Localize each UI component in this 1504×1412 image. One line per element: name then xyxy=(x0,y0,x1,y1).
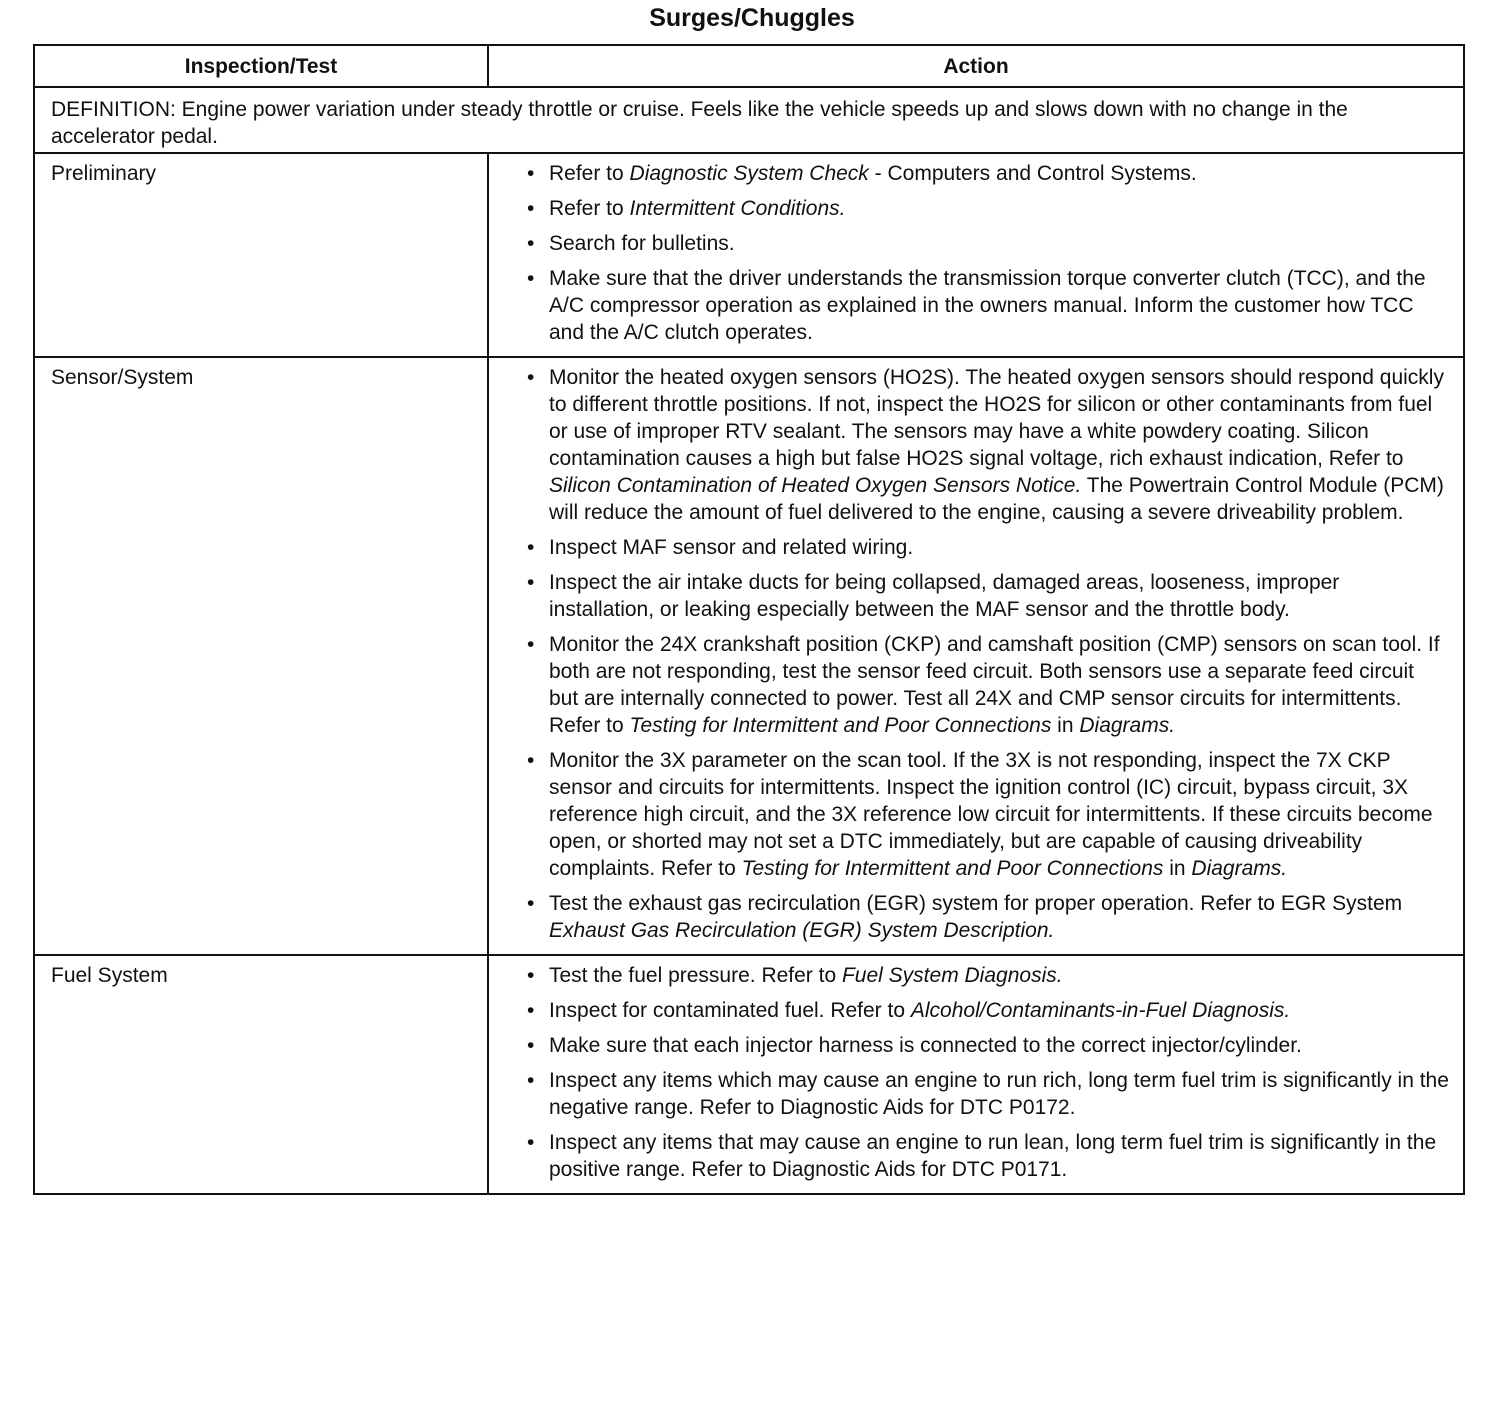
bullet-icon: • xyxy=(527,633,535,656)
bullet-icon: • xyxy=(527,1034,535,1057)
reference-text: Diagrams. xyxy=(1079,714,1176,737)
action-item xyxy=(527,1067,1449,1121)
action-item xyxy=(527,1032,1449,1059)
action-text: Make sure that the driver understands the transmission torque converter clutch (TCC), and the A/C compressor operation as explained in the owners manual. Inform the customer how TCC and the A/C clutch operates. xyxy=(549,267,1426,344)
bullet-icon: • xyxy=(527,749,535,772)
action-cell xyxy=(488,357,1464,955)
bullet-icon: • xyxy=(527,232,535,255)
bullet-icon: • xyxy=(527,162,535,185)
reference-text: Exhaust Gas Recirculation (EGR) System Description. xyxy=(549,919,1055,942)
header-row xyxy=(34,45,1464,87)
bullet-icon: • xyxy=(527,1131,535,1154)
bullet-icon: • xyxy=(527,999,535,1022)
action-text: Monitor the 3X parameter on the scan tool. If the 3X is not responding, inspect the 7X CKP sensor and circuits for intermittents. Inspect the ignition control (IC) circuit, bypass circuit, 3X reference high circuit, and the 3X reference low circuit for intermittents. If these circuits become open, or shorted may not set a DTC immediately, but are capable of causing driveability complaints. Refer to xyxy=(549,749,1433,880)
action-item xyxy=(527,569,1449,623)
action-text: Inspect for contaminated fuel. Refer to xyxy=(549,999,911,1022)
definition-row xyxy=(34,87,1464,153)
reference-text: Testing for Intermittent and Poor Connections xyxy=(629,714,1052,737)
action-item xyxy=(527,195,1449,222)
reference-text: Diagnostic System Check xyxy=(629,162,869,185)
table-row xyxy=(34,153,1464,357)
action-text: Inspect any items that may cause an engine to run lean, long term fuel trim is significantly in the positive range. Refer to Diagnostic Aids for DTC P0171. xyxy=(549,1131,1437,1181)
action-text: Monitor the 24X crankshaft position (CKP) and camshaft position (CMP) sensors on scan tool. If both are not responding, test the sensor feed circuit. Both sensors use a separate feed circuit but are internally connected to power. Test all 24X and CMP sensor circuits for intermittents. Refer to xyxy=(549,633,1440,737)
action-text: Test the fuel pressure. Refer to xyxy=(549,964,842,987)
bullet-icon: • xyxy=(527,267,535,290)
reference-text: Silicon Contamination of Heated Oxygen Sensors Notice. xyxy=(549,474,1082,497)
inspection-label: Sensor/System xyxy=(34,357,488,955)
bullet-icon: • xyxy=(527,964,535,987)
action-item xyxy=(527,230,1449,257)
action-text: Refer to xyxy=(549,162,630,185)
action-item xyxy=(527,890,1449,944)
action-list xyxy=(527,962,1449,1183)
action-list xyxy=(527,364,1449,944)
definition-text: DEFINITION: Engine power variation under steady throttle or cruise. Feels like the vehicle speeds up and slows down with no change in the accelerator pedal. xyxy=(34,87,1464,153)
inspection-label: Preliminary xyxy=(34,153,488,357)
reference-text: Alcohol/Contaminants-in-Fuel Diagnosis. xyxy=(910,999,1291,1022)
diagnostic-table xyxy=(33,44,1465,1195)
action-text: in xyxy=(1051,714,1080,737)
bullet-icon: • xyxy=(527,1069,535,1092)
action-item xyxy=(527,747,1449,882)
bullet-icon: • xyxy=(527,892,535,915)
action-text: Test the exhaust gas recirculation (EGR) system for proper operation. Refer to EGR System xyxy=(549,892,1403,915)
action-text: Inspect any items which may cause an engine to run rich, long term fuel trim is significantly in the negative range. Refer to Diagnostic Aids for DTC P0172. xyxy=(549,1069,1449,1119)
action-text: Monitor the heated oxygen sensors (HO2S). The heated oxygen sensors should respond quickly to different throttle positions. If not, inspect the HO2S for silicon or other contaminants from fuel or use of improper RTV sealant. The sensors may have a white powdery coating. Silicon contamination causes a high but false HO2S signal voltage, rich exhaust indication, Refer to xyxy=(549,366,1444,470)
action-item xyxy=(527,631,1449,739)
bullet-icon: • xyxy=(527,536,535,559)
reference-text: Intermittent Conditions. xyxy=(629,197,846,220)
column-header-inspection: Inspection/Test xyxy=(34,45,488,87)
action-text: in xyxy=(1163,857,1192,880)
action-text: Inspect the air intake ducts for being collapsed, damaged areas, looseness, improper installation, or leaking especially between the MAF sensor and the throttle body. xyxy=(549,571,1340,621)
action-item xyxy=(527,962,1449,989)
action-text: Search for bulletins. xyxy=(549,232,735,255)
column-header-action: Action xyxy=(488,45,1464,87)
reference-text: Diagrams. xyxy=(1191,857,1288,880)
reference-text: Fuel System Diagnosis. xyxy=(841,964,1063,987)
bullet-icon: • xyxy=(527,571,535,594)
action-text: - Computers and Control Systems. xyxy=(868,162,1197,185)
action-item xyxy=(527,997,1449,1024)
action-text: Inspect MAF sensor and related wiring. xyxy=(549,536,914,559)
bullet-icon: • xyxy=(527,366,535,389)
action-item xyxy=(527,1129,1449,1183)
bullet-icon: • xyxy=(527,197,535,220)
action-item xyxy=(527,160,1449,187)
table-row xyxy=(34,357,1464,955)
action-text: Make sure that each injector harness is connected to the correct injector/cylinder. xyxy=(549,1034,1302,1057)
action-item xyxy=(527,265,1449,346)
action-cell xyxy=(488,153,1464,357)
action-cell xyxy=(488,955,1464,1194)
inspection-label: Fuel System xyxy=(34,955,488,1194)
page-title: Surges/Chuggles xyxy=(649,4,855,32)
reference-text: Testing for Intermittent and Poor Connections xyxy=(741,857,1164,880)
action-item xyxy=(527,534,1449,561)
action-text: The Powertrain Control Module (PCM) will reduce the amount of fuel delivered to the engine, causing a severe driveability problem. xyxy=(549,474,1444,524)
table-row xyxy=(34,955,1464,1194)
action-item xyxy=(527,364,1449,526)
action-text: Refer to xyxy=(549,197,630,220)
action-list xyxy=(527,160,1449,346)
